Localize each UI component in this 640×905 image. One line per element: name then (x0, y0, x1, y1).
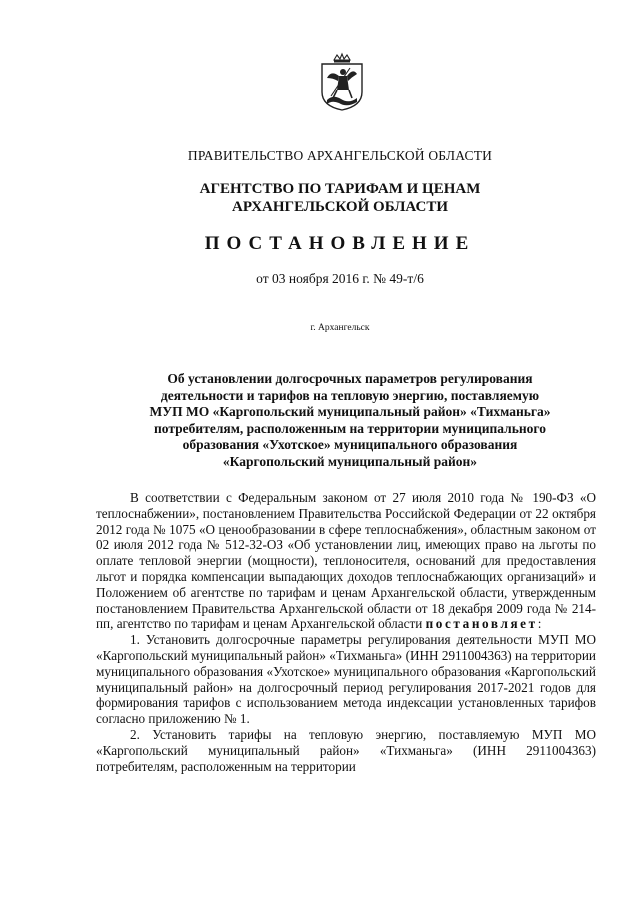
subject-line: потребителям, расположенным на территории муниципального (154, 420, 546, 436)
document-body (96, 490, 596, 774)
document-city: г. Архангельск (310, 323, 370, 333)
subject-line: образования «Ухотское» муниципального образования (182, 437, 518, 453)
coat-of-arms-icon (317, 52, 367, 112)
resolves-colon: : (537, 616, 542, 632)
subject-line: Об установлении долгосрочных параметров регулирования (167, 371, 533, 386)
subject-line: «Каргопольский муниципальный район» (222, 453, 478, 469)
agency-name-line2: АРХАНГЕЛЬСКОЙ ОБЛАСТИ (232, 199, 448, 215)
government-name: ПРАВИТЕЛЬСТВО АРХАНГЕЛЬСКОЙ ОБЛАСТИ (187, 148, 493, 163)
subject-line: МУП МО «Каргопольский муниципальный район» «Тихманьга» (149, 404, 551, 420)
agency-name-line1: АГЕНТСТВО ПО ТАРИФАМ И ЦЕНАМ (199, 181, 481, 197)
subject-line: деятельности и тарифов на тепловую энергию, поставляемую (160, 387, 540, 403)
preamble-text: В соответствии с Федеральным законом от 27 июля 2010 года № 190-ФЗ «О теплоснабжении», постановлением Правительства Российской Федерации от 22 октября 2012 года № 1075 «О ценообразовании в сфере теплоснабжения», областным законом от 02 июля 2012 года № 512-32-ОЗ «Об установлении лиц, имеющих право на льготы по оплате тепловой энергии (мощности), теплоносителя, оснований для предоставления льгот и порядка компенсации выпадающих доходов теплоснабжающих организаций» и Положением об агентстве по тарифам и ценам Архангельской области, утвержденным постановлением Правительства Архангельской области от 18 декабря 2009 года № 214-пп, агентство по тарифам и ценам Архангельской области (96, 490, 596, 632)
preamble-paragraph (96, 490, 596, 632)
resolves-keyword: постановляет (425, 616, 538, 632)
item-1-paragraph: 1. Установить долгосрочные параметры регулирования деятельности МУП МО «Каргопольский муниципальный район» «Тихманьга» (ИНН 2911004363) на территории муниципального образования «Ухотское» муниципального образования «Каргопольский муниципальный район» на долгосрочный период регулирования 2017-2021 годов для формирования тарифов с использованием метода индексации установленных тарифов согласно приложению № 1. (96, 632, 596, 727)
document-date-number: от 03 ноября 2016 г. № 49-т/6 (256, 271, 424, 286)
document-type-title: ПОСТАНОВЛЕНИЕ (204, 233, 476, 254)
document-subject (118, 371, 582, 471)
item-2-paragraph: 2. Установить тарифы на тепловую энергию, поставляемую МУП МО «Каргопольский муниципальный район» «Тихманьга» (ИНН 2911004363) потребителям, расположенным на территории (96, 726, 596, 774)
